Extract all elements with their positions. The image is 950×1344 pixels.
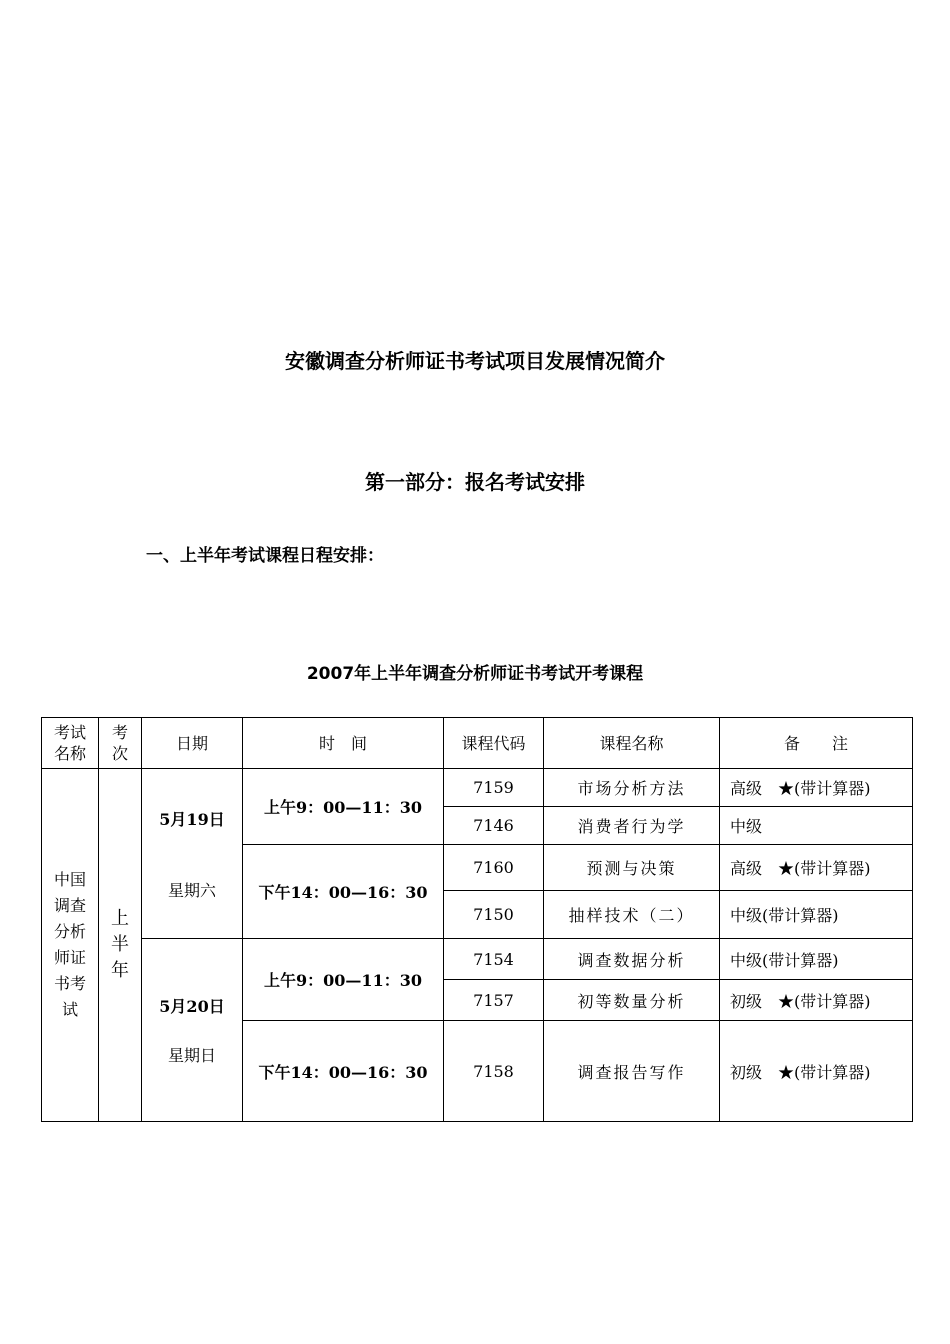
time-cell: 上午9：00—11：30 <box>243 939 444 1021</box>
course-name: 调查数据分析 <box>544 939 720 980</box>
course-name: 消费者行为学 <box>544 807 720 845</box>
time-cell: 下午14：00—16：30 <box>243 1021 444 1122</box>
course-name: 初等数量分析 <box>544 980 720 1021</box>
course-note: 中级(带计算器) <box>720 939 913 980</box>
course-note: 初级 ★(带计算器) <box>720 980 913 1021</box>
course-code: 7160 <box>444 845 544 891</box>
time-cell: 下午14：00—16：30 <box>243 845 444 939</box>
course-name: 预测与决策 <box>544 845 720 891</box>
header-course-code: 课程代码 <box>444 718 544 769</box>
date-cell <box>142 939 243 1122</box>
table-row <box>42 769 913 807</box>
course-note: 高级 ★(带计算器) <box>720 769 913 807</box>
table-caption: 2007年上半年调查分析师证书考试开考课程 <box>306 664 644 684</box>
exam-name-cell: 中国 调查 分析 师证 书考 试 <box>42 769 99 1122</box>
header-note: 备 注 <box>720 718 913 769</box>
weekday-text: 星期日 <box>167 1046 216 1065</box>
date-text: 5月20日 <box>159 997 225 1016</box>
session-cell: 上 半 年 <box>99 769 142 1122</box>
course-code: 7158 <box>444 1021 544 1122</box>
weekday-text: 星期六 <box>167 880 216 900</box>
course-code: 7159 <box>444 769 544 807</box>
course-code: 7154 <box>444 939 544 980</box>
header-date: 日期 <box>142 718 243 769</box>
course-code: 7157 <box>444 980 544 1021</box>
header-session: 考 次 <box>99 718 142 769</box>
course-code: 7150 <box>444 891 544 939</box>
course-name: 调查报告写作 <box>544 1021 720 1122</box>
document-title: 安徽调查分析师证书考试项目发展情况简介 <box>285 349 665 373</box>
course-code: 7146 <box>444 807 544 845</box>
header-time: 时 间 <box>243 718 444 769</box>
date-cell <box>142 769 243 939</box>
header-course-name: 课程名称 <box>544 718 720 769</box>
header-exam-name: 考试 名称 <box>42 718 99 769</box>
table-header-row <box>42 718 913 769</box>
course-note: 中级(带计算器) <box>720 891 913 939</box>
course-note: 中级 <box>720 807 913 845</box>
section-heading: 一、上半年考试课程日程安排： <box>146 546 384 566</box>
course-name: 市场分析方法 <box>544 769 720 807</box>
part-title: 第一部分：报名考试安排 <box>365 470 585 494</box>
table-row <box>42 939 913 980</box>
course-name: 抽样技术（二） <box>544 891 720 939</box>
course-note: 高级 ★(带计算器) <box>720 845 913 891</box>
time-cell: 上午9：00—11：30 <box>243 769 444 845</box>
exam-schedule-table <box>41 717 913 1122</box>
course-note: 初级 ★(带计算器) <box>720 1021 913 1122</box>
date-text: 5月19日 <box>159 809 225 829</box>
